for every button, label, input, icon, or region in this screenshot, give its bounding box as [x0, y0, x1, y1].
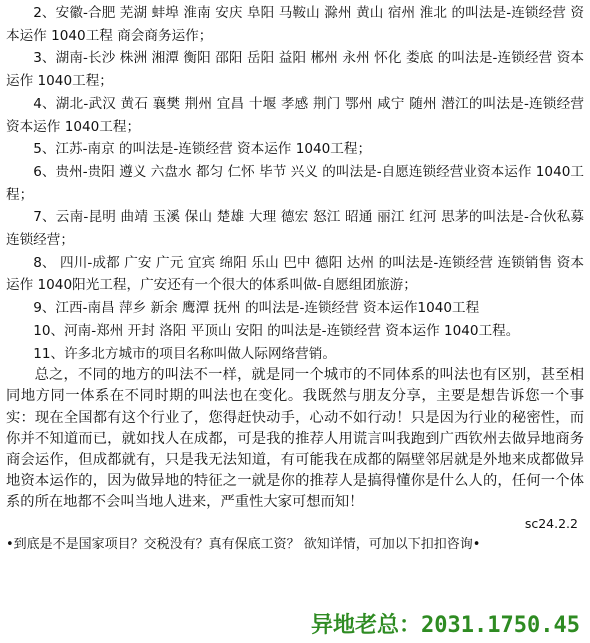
paragraph-hubei: 4、湖北-武汉 黄石 襄樊 荆州 宜昌 十堰 孝感 荆门 鄂州 咸宁 随州 潜江的叫法是-连锁经营 资本运作 1040工程； — [6, 95, 584, 135]
paragraph-north: 11、许多北方城市的项目名称叫做人际网络营销。 — [33, 345, 336, 362]
summary-paragraph: 总之，不同的地方的叫法不一样，就是同一个城市的不同体系的叫法也有区别，甚至相同地方同一体系在不同时期的叫法也在变化。我既然与朋友分享，主要是想告诉您一个事实：现在全国都有这个行业了，您得赶快动手，心动不如行动！只是因为行业的秘密性，而你并不知道而已，就如找人在成都，可是我的推荐人用谎言叫我跑到广西钦州去做异地商务商会运作，但成都就有，只是我无法知道，有可能我在成都的隔壁邻居就是外地来成都做异地资本运作的，因为做异地的特征之一就是你的推荐人是搞得懂你是什么人的，任何一个体系的所在地都不会叫当地人进来，严重性大家可想而知！ — [6, 367, 584, 511]
paragraph-anhui: 2、安徽-合肥 芜湖 蚌埠 淮南 安庆 阜阳 马鞍山 滁州 黄山 宿州 淮北 的叫法是-连锁经营 资本运作 1040工程 商会商务运作； — [6, 5, 584, 44]
paragraph-guizhou: 6、贵州-贵阳 遵义 六盘水 都匀 仁怀 毕节 兴义 的叫法是-自愿连锁经营业资本运作 1040工程； — [6, 163, 584, 203]
paragraph-jiangsu: 5、江苏-南京 的叫法是-连锁经营 资本运作 1040工程； — [33, 141, 372, 158]
contact-number: 异地老总：2031.1750.45 — [311, 613, 580, 638]
paragraph-yunnan: 7、云南-昆明 曲靖 玉溪 保山 楚雄 大理 德宏 怒江 昭通 丽江 红河 思茅的叫法是-合伙私募 连锁经营； — [6, 209, 584, 249]
paragraph-sichuan: 8、 四川-成都 广安 广元 宜宾 绵阳 乐山 巴中 德阳 达州 的叫法是-连锁经营 连锁销售 资本运作 1040阳光工程，广安还有一个很大的体系叫做-自愿组团旅游； — [6, 254, 584, 294]
signature: sc24.2.2 — [524, 515, 578, 531]
paragraph-jiangxi: 9、江西-南昌 萍乡 新余 鹰潭 抚州 的叫法是-连锁经营 资本运作1040工程 — [33, 300, 480, 317]
paragraph-henan: 10、河南-郑州 开封 洛阳 平顶山 安阳 的叫法是-连锁经营 资本运作 1040工程。 — [33, 322, 520, 339]
question-line: •到底是不是国家项目？交税没有？真有保底工资？ 欲知详情，可加以下扣扣咨询• — [6, 536, 481, 552]
paragraph-hunan: 3、湖南-长沙 株洲 湘潭 衡阳 邵阳 岳阳 益阳 郴州 永州 怀化 娄底 的叫法是-连锁经营 资本运作 1040工程； — [6, 50, 584, 90]
